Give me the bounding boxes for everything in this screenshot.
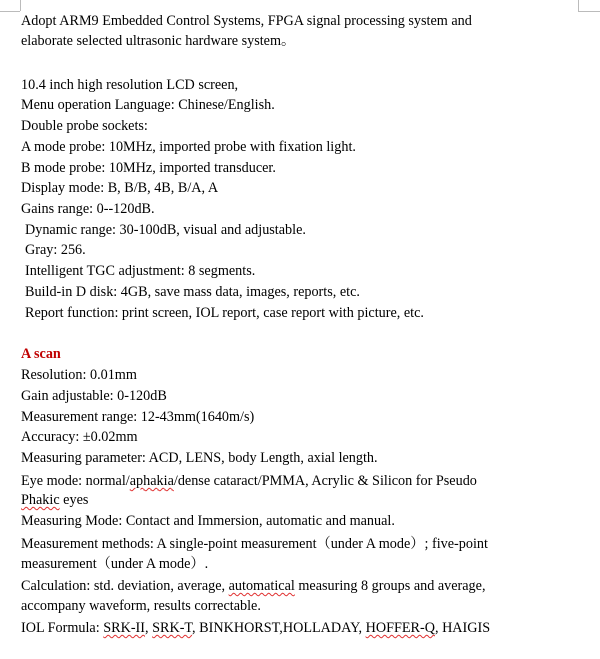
text-segment: /dense cataract/PMMA, Acrylic & Silicon for Pseudo [173,473,477,489]
spec-line [21,116,148,136]
text-segment: Measuring parameter: ACD, LENS, body Length, axial length. [21,450,378,466]
text-segment: Gain adjustable: 0-120dB [21,388,167,404]
a-scan-line [21,365,137,385]
spec-line [25,303,424,323]
text-segment: Resolution: 0.01mm [21,367,137,383]
text-segment: Eye mode: normal/ [21,473,130,489]
spellcheck-word: SRK-T [152,620,193,636]
spec-line [21,137,356,157]
text-segment: Calculation: std. deviation, average, [21,578,229,594]
text-segment: A mode probe: 10MHz, imported probe with fixation light. [21,139,356,155]
text-segment: IOL Formula: [21,620,104,636]
spec-line [21,95,275,115]
text-segment: Measurement methods: A single-point measurement（under A mode）; five-point [21,536,488,552]
crop-mark-top-right [578,11,600,12]
text-segment: Build-in D disk: 4GB, save mass data, images, reports, etc. [25,284,360,300]
spec-line [25,240,86,260]
spec-line [21,75,238,95]
a-scan-heading: A scan [21,346,61,362]
text-segment: measuring 8 groups and average, [294,578,486,594]
a-scan-line [21,576,486,596]
a-scan-line [21,386,167,406]
intro-line [21,11,472,31]
text-segment: , BINKHORST,HOLLADAY, [192,620,366,636]
a-scan-line [21,511,395,531]
text-segment: Adopt ARM9 Embedded Control Systems, FPGA signal processing system and [21,13,472,29]
spellcheck-word: SRK-II [103,620,146,636]
spec-line [25,220,306,240]
crop-mark-top-left [0,11,20,12]
text-segment: , [145,620,153,636]
a-scan-line [21,448,378,468]
a-scan-line [21,407,254,427]
spellcheck-word: aphakia [129,473,174,489]
spellcheck-word: automatical [228,578,295,594]
text-segment: B mode probe: 10MHz, imported transducer. [21,160,276,176]
a-scan-line [21,534,488,554]
text-segment: Gray: 256. [25,242,86,258]
spec-line [25,261,255,281]
a-scan-line [21,427,138,447]
a-scan-line [21,596,261,616]
a-scan-line [21,554,208,574]
text-segment: Report function: print screen, IOL report, case report with picture, etc. [25,305,424,321]
text-segment: Double probe sockets: [21,118,148,134]
spec-line [25,282,360,302]
text-segment: measurement（under A mode）. [21,556,209,572]
text-segment: eyes [59,492,89,508]
text-segment: accompany waveform, results correctable. [21,598,261,614]
crop-mark-top-right-vertical [578,0,579,11]
crop-mark-top-left-vertical [20,0,21,11]
a-scan-line [21,471,477,491]
a-scan-line [21,490,88,510]
text-segment: Display mode: B, B/B, 4B, B/A, A [21,180,219,196]
spellcheck-word: Phakic [21,492,60,508]
a-scan-line [21,618,490,638]
text-segment: Measurement range: 12-43mm(1640m/s) [21,409,255,425]
spec-line [21,199,155,219]
spec-line [21,178,218,198]
text-segment: Intelligent TGC adjustment: 8 segments. [25,263,256,279]
text-segment: elaborate selected ultrasonic hardware system。 [21,33,296,49]
text-segment: Accuracy: ±0.02mm [21,429,138,445]
intro-line [21,31,295,51]
text-segment: Measuring Mode: Contact and Immersion, automatic and manual. [21,513,395,529]
text-segment: , HAIGIS [434,620,491,636]
text-segment: 10.4 inch high resolution LCD screen, [21,77,239,93]
spec-line [21,158,276,178]
text-segment: Gains range: 0--120dB. [21,201,155,217]
text-segment: Menu operation Language: Chinese/English. [21,97,275,113]
text-segment: Dynamic range: 30-100dB, visual and adjustable. [25,222,306,238]
spellcheck-word: HOFFER-Q [365,620,435,636]
